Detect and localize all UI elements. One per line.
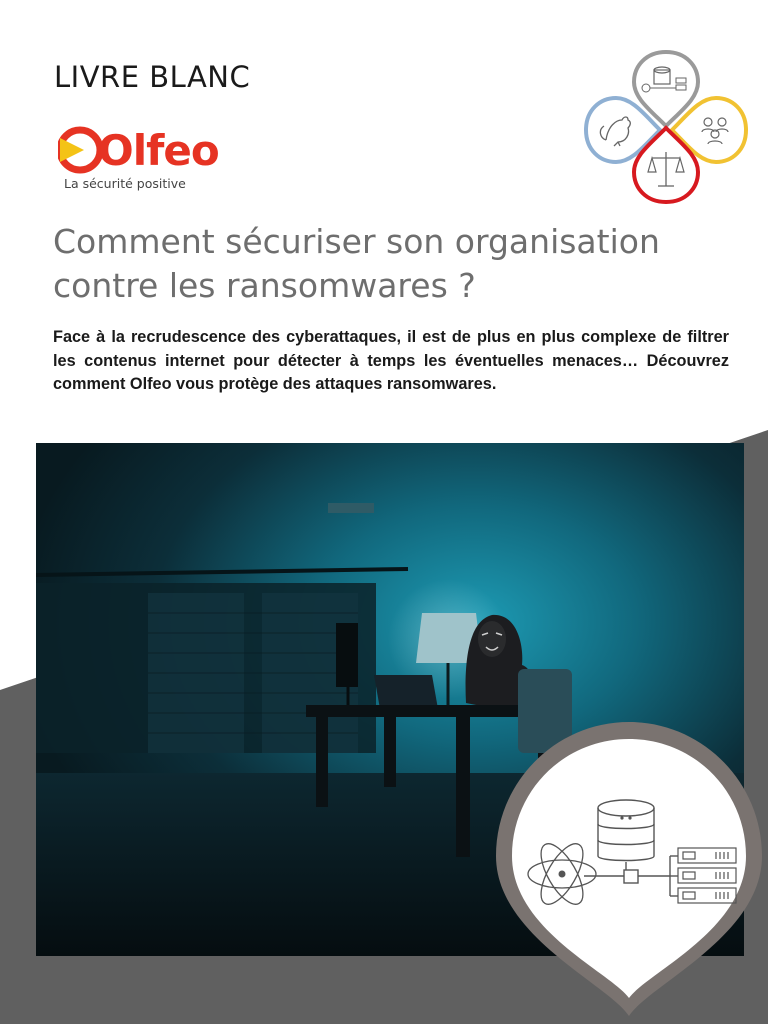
intro-paragraph: Face à la recrudescence des cyberattaques, il est de plus en plus complexe de filtrer les contenus internet pour détecter à temps les éventuelles menaces… Découvrez comment Olfeo vous protège des attaques ransomwares. [53,328,729,393]
petal-icon-cluster [582,48,750,206]
atom-database-server-icon [490,716,768,1024]
title-line-2: contre les ransomwares ? [53,266,476,305]
olfeo-logo-wordmark: Olfeo [98,126,219,175]
olfeo-logo [58,124,219,194]
olfeo-logo-mark-icon [58,126,102,174]
document-type-label: LIVRE BLANC [54,60,251,94]
title-line-1: Comment sécuriser son organisation [53,222,660,261]
document-title [53,220,733,308]
olfeo-logo-tagline: La sécurité positive [64,176,186,191]
